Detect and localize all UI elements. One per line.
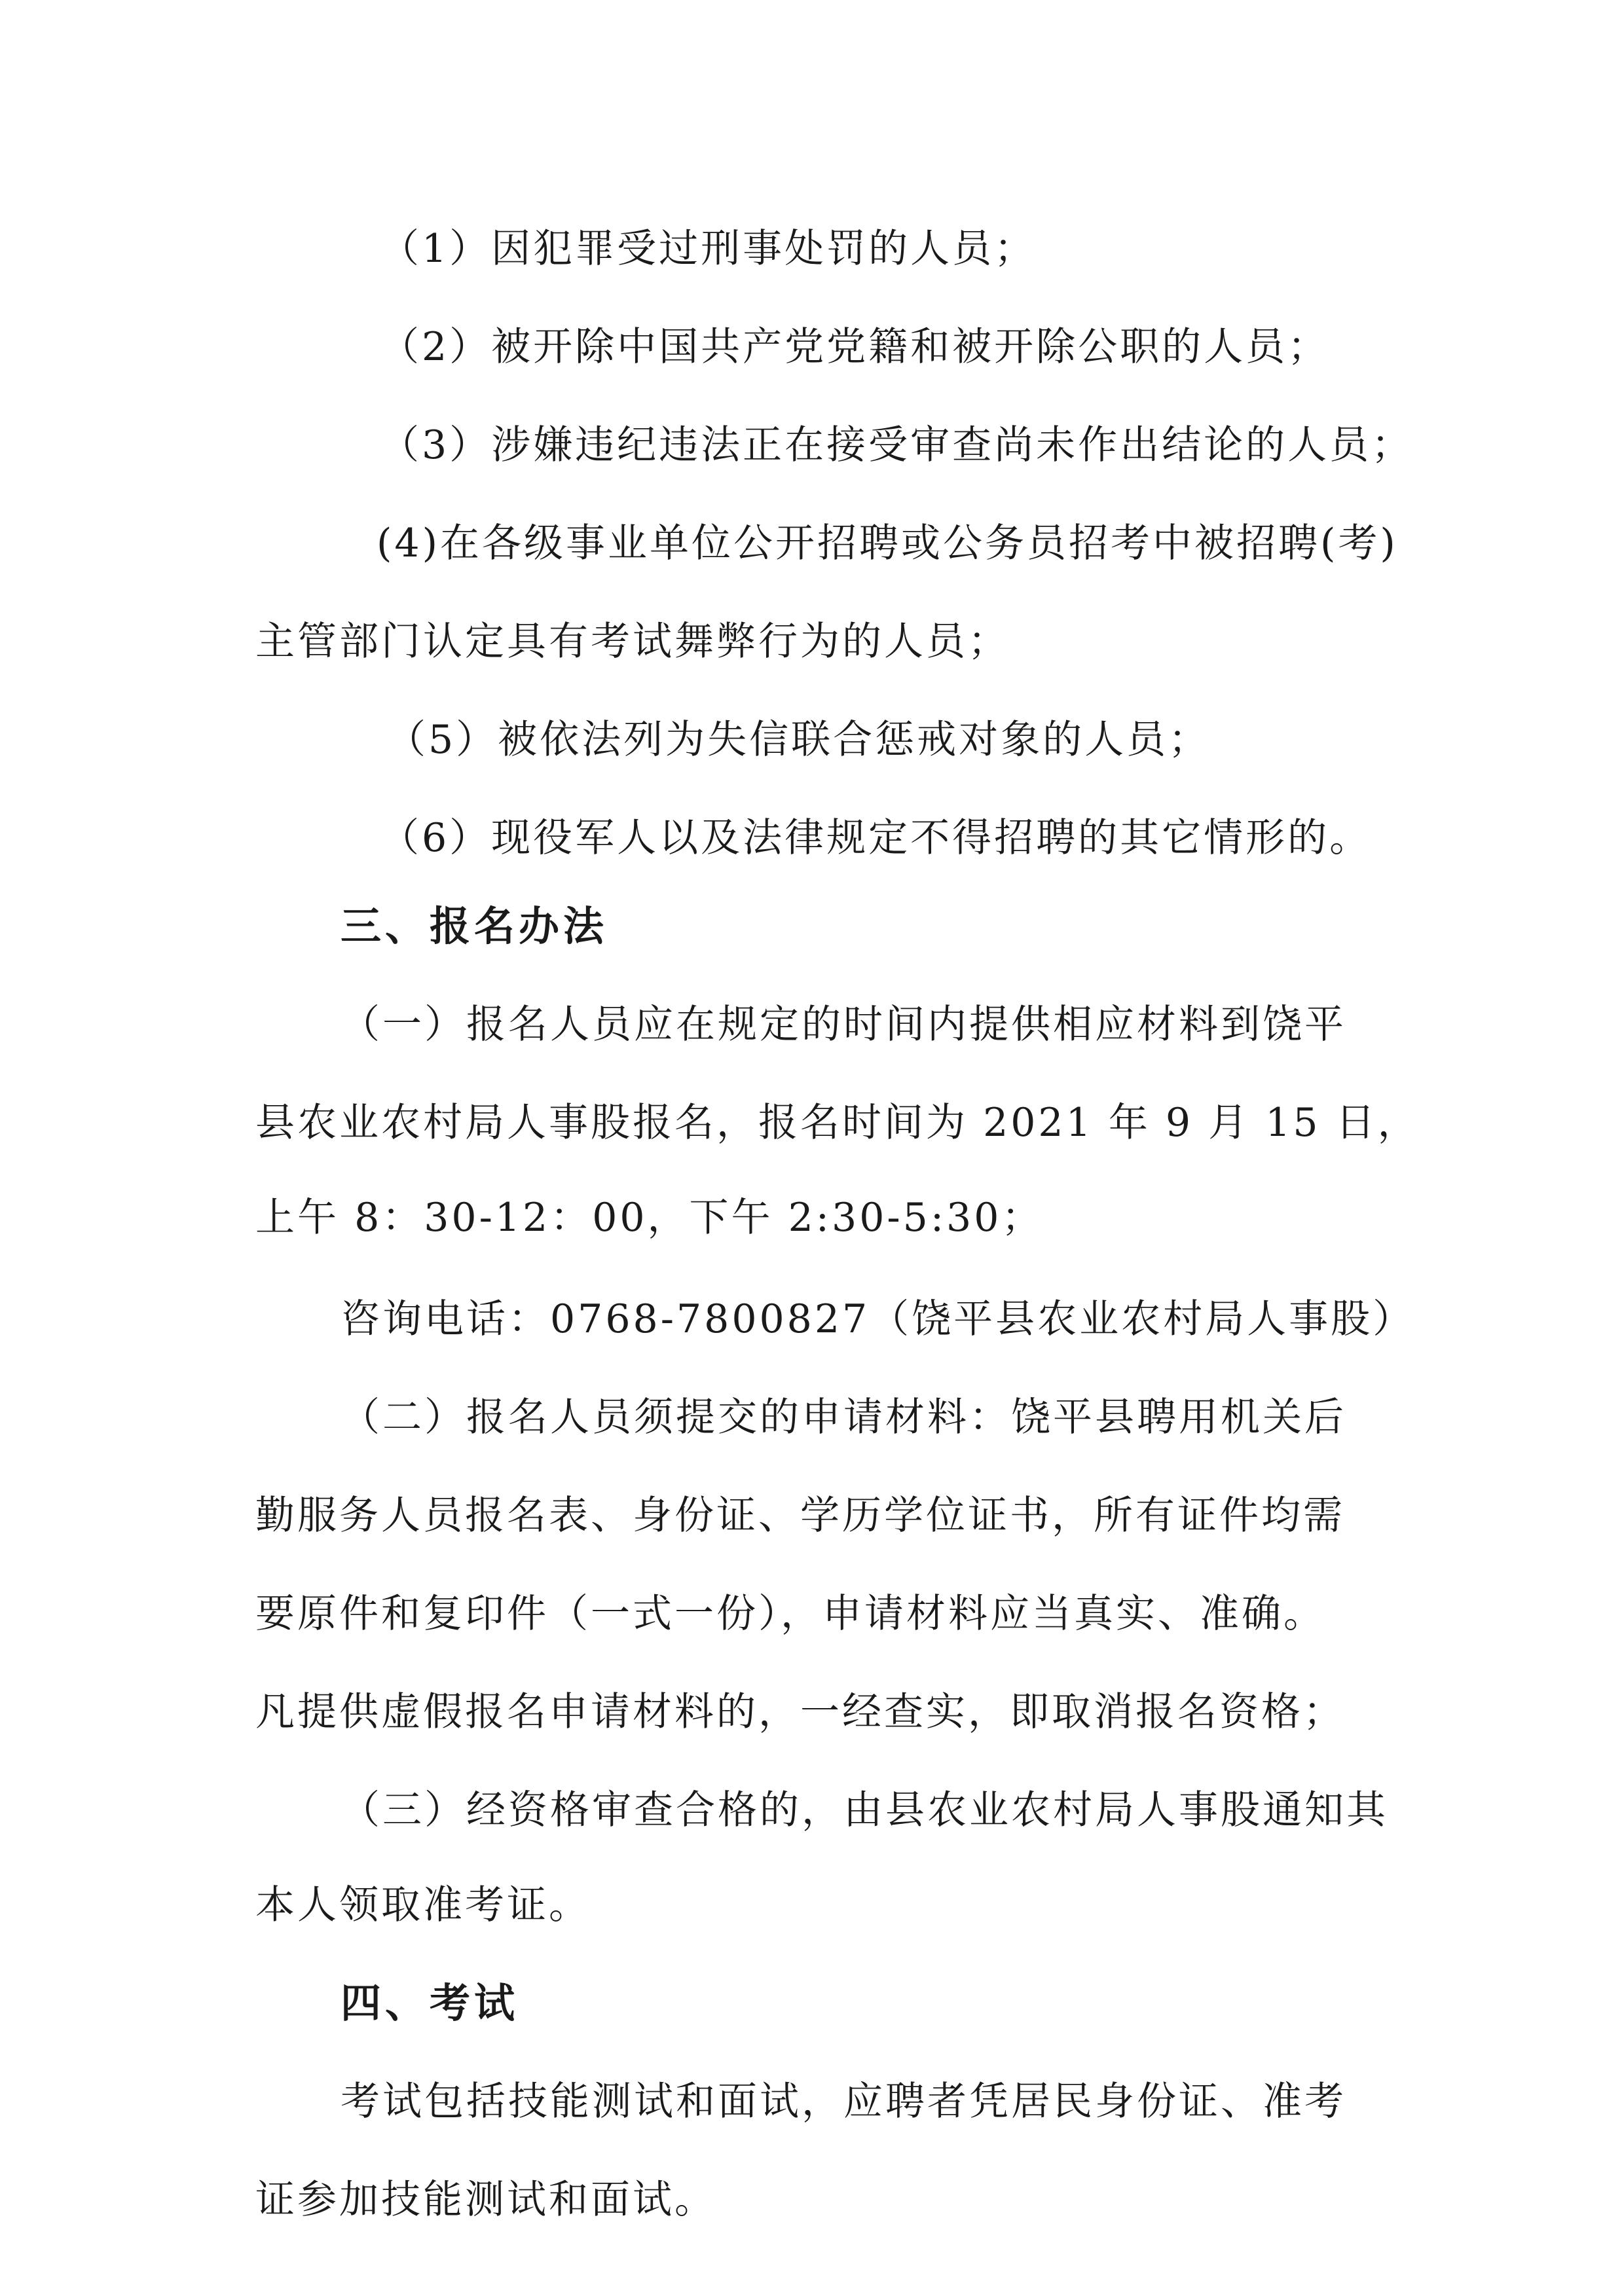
- item-2: （2）被开除中国共产党党籍和被开除公职的人员；: [380, 324, 1330, 370]
- item-4-line-1: (4)在各级事业单位公开招聘或公务员招考中被招聘(考): [377, 520, 1398, 566]
- exam-para-line-1: 考试包括技能测试和面试，应聘者凭居民身份证、准考: [341, 2079, 1346, 2124]
- item-5: （5）被依法列为失信联合惩戒对象的人员；: [386, 717, 1211, 763]
- registration-para-3-line-2: 本人领取准考证。: [255, 1882, 591, 1928]
- item-3: （3）涉嫌违纪违法正在接受审查尚未作出结论的人员；: [380, 422, 1414, 468]
- exam-para-line-2: 证参加技能测试和面试。: [255, 2177, 716, 2223]
- registration-para-2-line-4: 凡提供虚假报名申请材料的，一经查实，即取消报名资格；: [255, 1689, 1345, 1735]
- item-1: （1）因犯罪受过刑事处罚的人员；: [380, 226, 1037, 272]
- registration-para-1-line-1: （一）报名人员应在规定的时间内提供相应材料到饶平: [341, 1002, 1346, 1048]
- registration-para-3-line-1: （三）经资格审查合格的，由县农业农村局人事股通知其: [341, 1787, 1388, 1833]
- section-heading-exam: 四、考试: [341, 1979, 519, 2027]
- item-6: （6）现役军人以及法律规定不得招聘的其它情形的。: [380, 815, 1372, 861]
- registration-para-2-line-3: 要原件和复印件（一式一份），申请材料应当真实、准确。: [255, 1591, 1325, 1637]
- registration-para-1-line-3: 上午 8：30-12：00，下午 2:30-5:30；: [255, 1195, 1044, 1241]
- registration-para-1-line-2: 县农业农村局人事股报名，报名时间为 2021 年 9 月 15 日，: [255, 1100, 1420, 1146]
- registration-para-2-line-2: 勤服务人员报名表、身份证、学历学位证书，所有证件均需: [255, 1493, 1345, 1539]
- item-4-line-2: 主管部门认定具有考试舞弊行为的人员；: [255, 619, 1010, 665]
- registration-para-2-line-1: （二）报名人员须提交的申请材料：饶平县聘用机关后: [341, 1394, 1346, 1440]
- section-heading-registration: 三、报名办法: [341, 902, 608, 950]
- consultation-phone: 咨询电话：0768-7800827（饶平县农业农村局人事股）: [341, 1296, 1415, 1342]
